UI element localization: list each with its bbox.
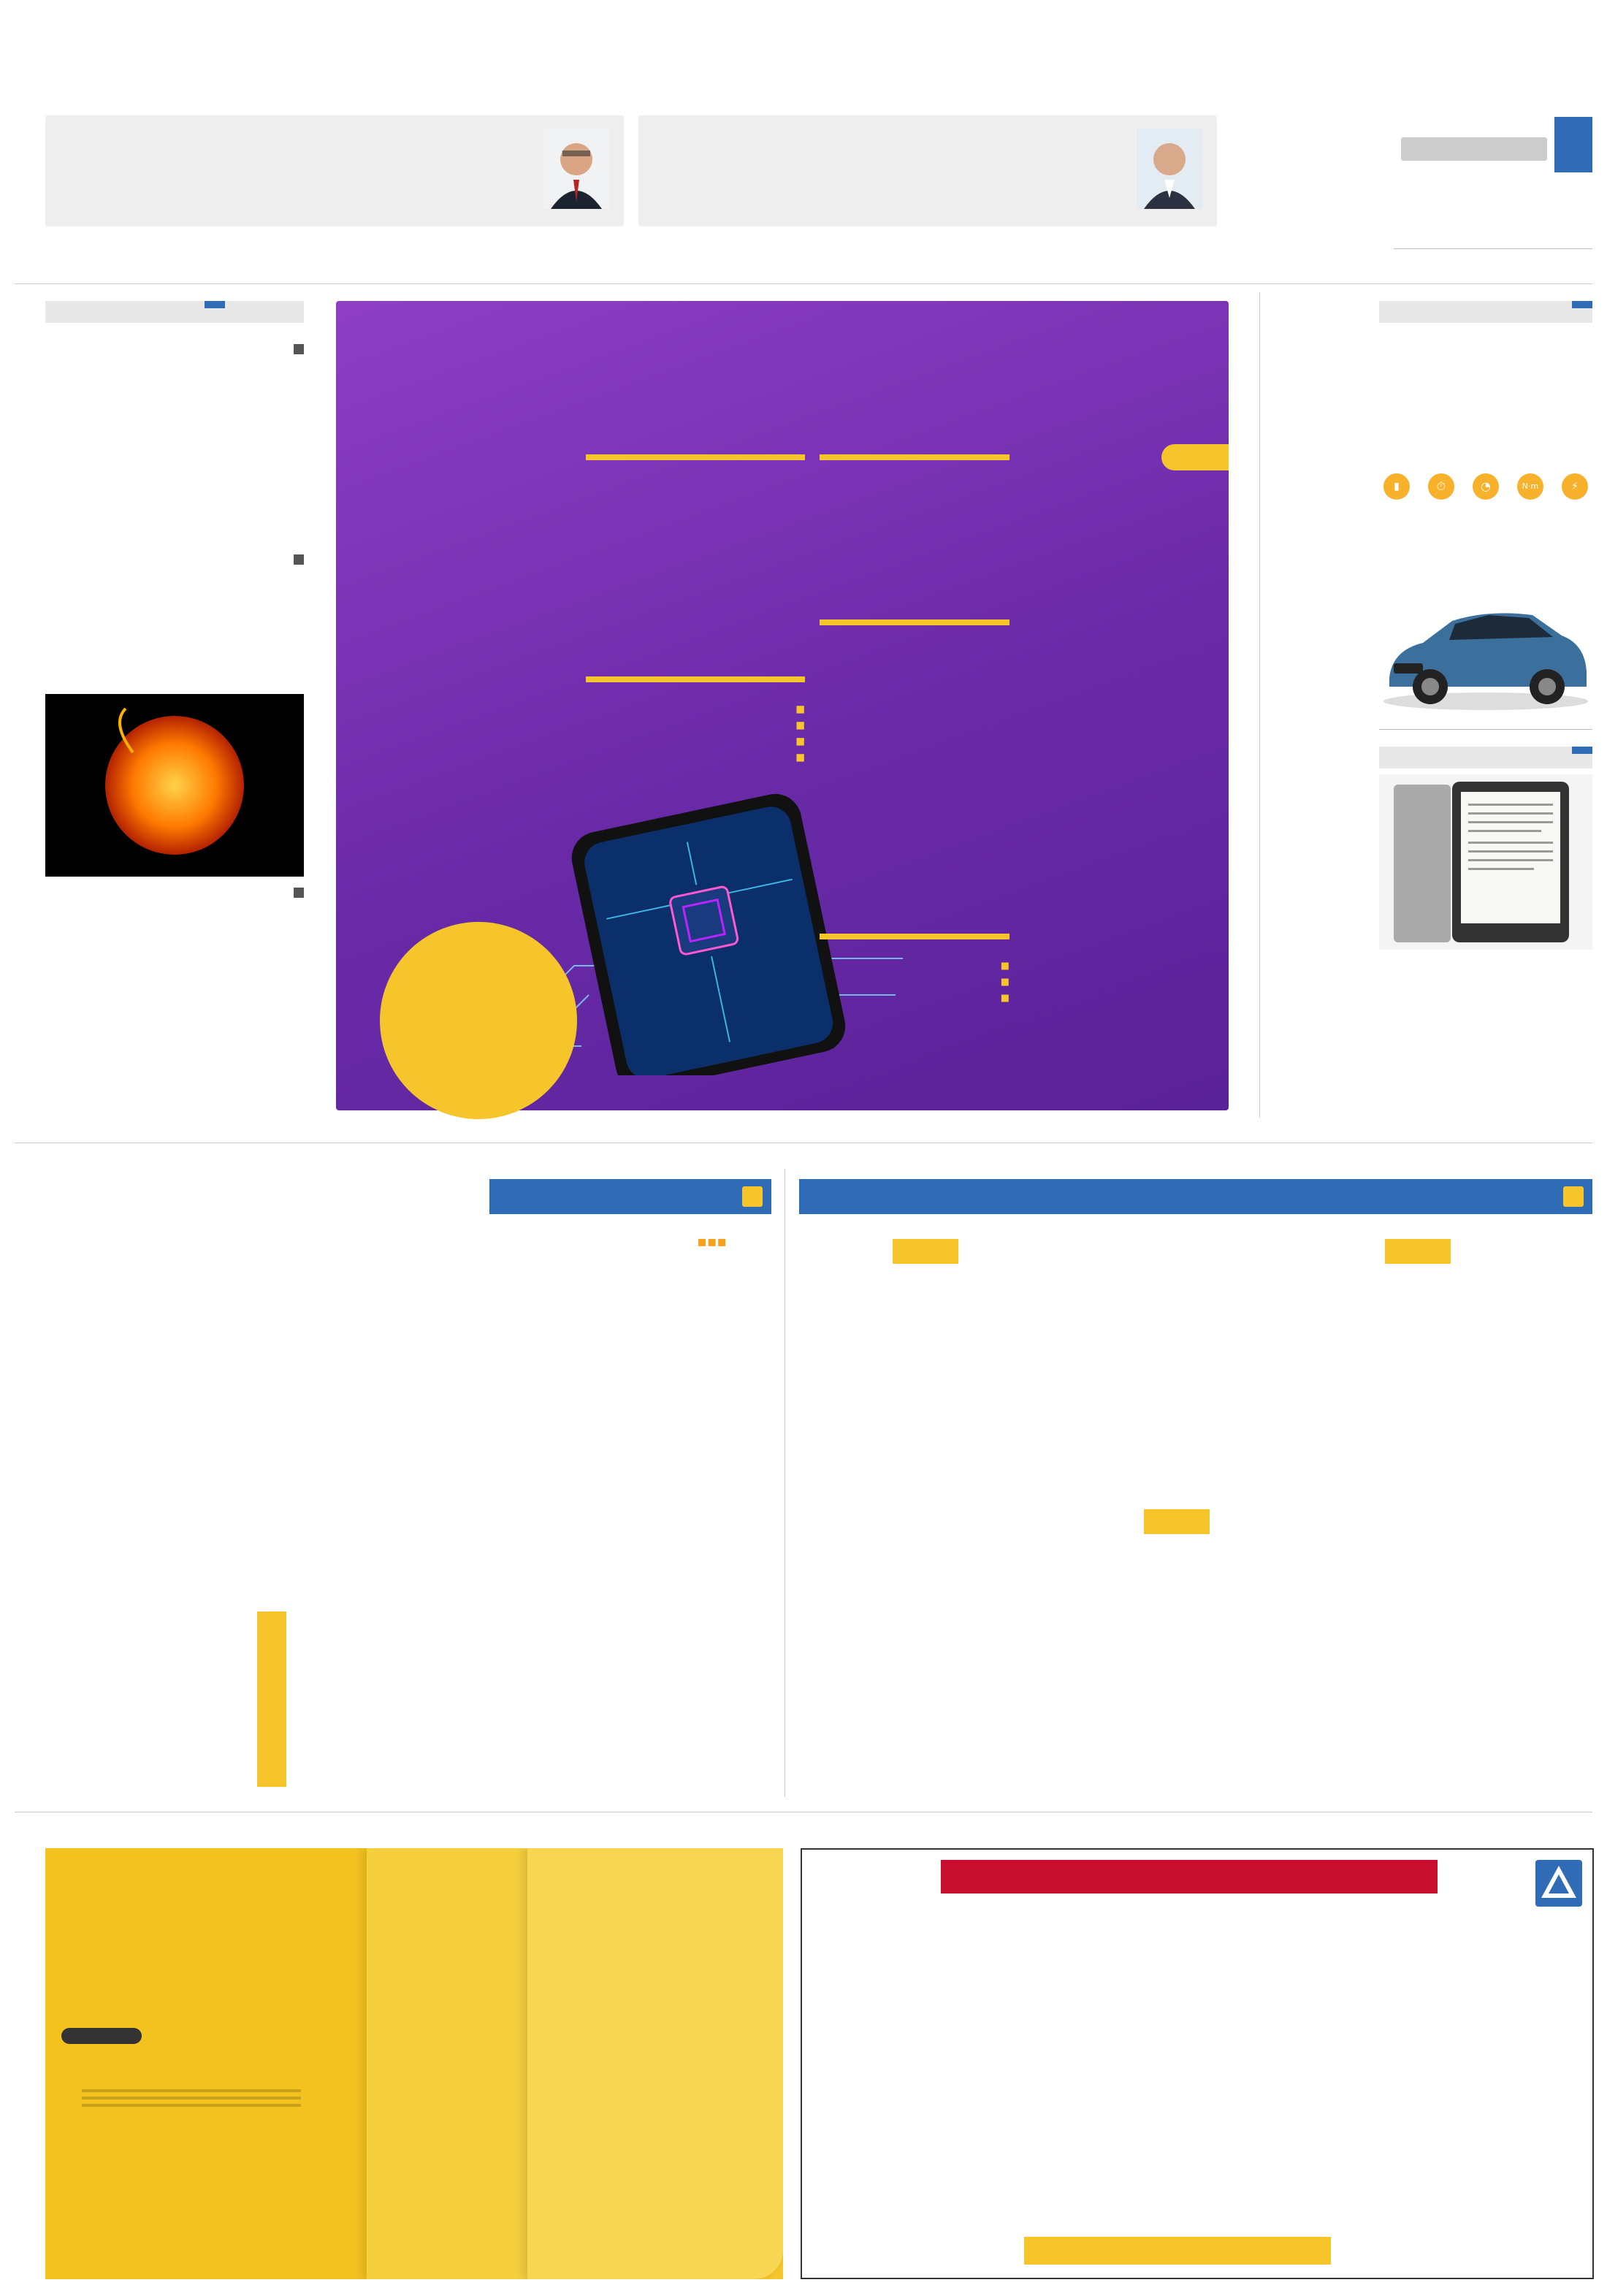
speedometer-icon: ◔ [1473, 473, 1499, 500]
newspaper-logo [1401, 137, 1547, 161]
spec-speed [1465, 473, 1506, 568]
page-number-badge [1554, 117, 1592, 172]
battery-icon: ▮ [1383, 473, 1410, 500]
short-news-tag [205, 301, 225, 308]
report-tag [1161, 444, 1229, 470]
short-news-1-title [45, 343, 304, 355]
metro-ad-line [82, 2104, 301, 2107]
short-news-3-title [45, 887, 304, 899]
sudoku-level-hard [893, 1239, 958, 1264]
section-heading-2 [820, 619, 1009, 625]
section-heading-1 [820, 454, 1009, 460]
car-image [1379, 577, 1592, 716]
spec-acceleration [1421, 473, 1462, 568]
company-logo [1535, 1860, 1582, 1907]
quote-1-photo [1137, 129, 1202, 209]
future-bubble [380, 922, 577, 1119]
advantage-item: ■ [795, 703, 805, 715]
spec-power [1554, 473, 1595, 568]
infographic-tag [1572, 301, 1592, 308]
challenge-item: ■ [1000, 977, 1009, 988]
answer-label [257, 1612, 286, 1787]
quote-2-photo [543, 129, 609, 209]
advantage-item: ■ [795, 736, 805, 747]
metro-ad-gray-panel [45, 1848, 381, 2279]
section-heading-4 [586, 676, 805, 682]
sun-image [45, 694, 304, 877]
metro-ad-sheet-2 [527, 1848, 783, 2279]
advantage-item: ■ [795, 752, 805, 763]
metro-ad-lines [82, 2089, 301, 2107]
torque-icon: N·m [1517, 473, 1543, 500]
section-heading-5 [820, 934, 1009, 939]
crossword-header [489, 1179, 771, 1214]
sudoku-header [799, 1179, 1592, 1214]
challenges-block [739, 958, 1009, 1007]
tender-ad [801, 1848, 1594, 2279]
power-icon: ⚡ [1562, 473, 1588, 500]
spec-range [1376, 473, 1417, 568]
crossword-clues: ▪▪▪ [697, 1232, 727, 1250]
challenge-item: ■ [1000, 993, 1009, 1004]
advantages-list [586, 701, 805, 766]
puzzle-icon [742, 1186, 763, 1207]
stopwatch-icon: ⏱ [1428, 473, 1454, 500]
photo-news-tag [1572, 747, 1592, 754]
metro-ad [45, 1848, 783, 2279]
ereader-image [1379, 774, 1592, 950]
metro-ad-line [82, 2089, 301, 2092]
advantage-item: ■ [795, 720, 805, 731]
tender-footer [1024, 2237, 1331, 2265]
sudoku-level-medium [1144, 1509, 1210, 1534]
spec-torque [1510, 473, 1551, 568]
quote-box-2 [45, 115, 624, 226]
challenge-item: ■ [1000, 961, 1009, 972]
metro-ad-badges [61, 2028, 142, 2044]
metro-ad-line [82, 2097, 301, 2099]
section-heading-3 [586, 454, 805, 460]
quote-box-1 [638, 115, 1217, 226]
short-news-2-title [45, 554, 304, 565]
spec-row [1376, 473, 1595, 568]
sudoku-level-easy [1385, 1239, 1451, 1264]
tender-title [941, 1860, 1438, 1893]
puzzle-icon [1563, 1186, 1584, 1207]
